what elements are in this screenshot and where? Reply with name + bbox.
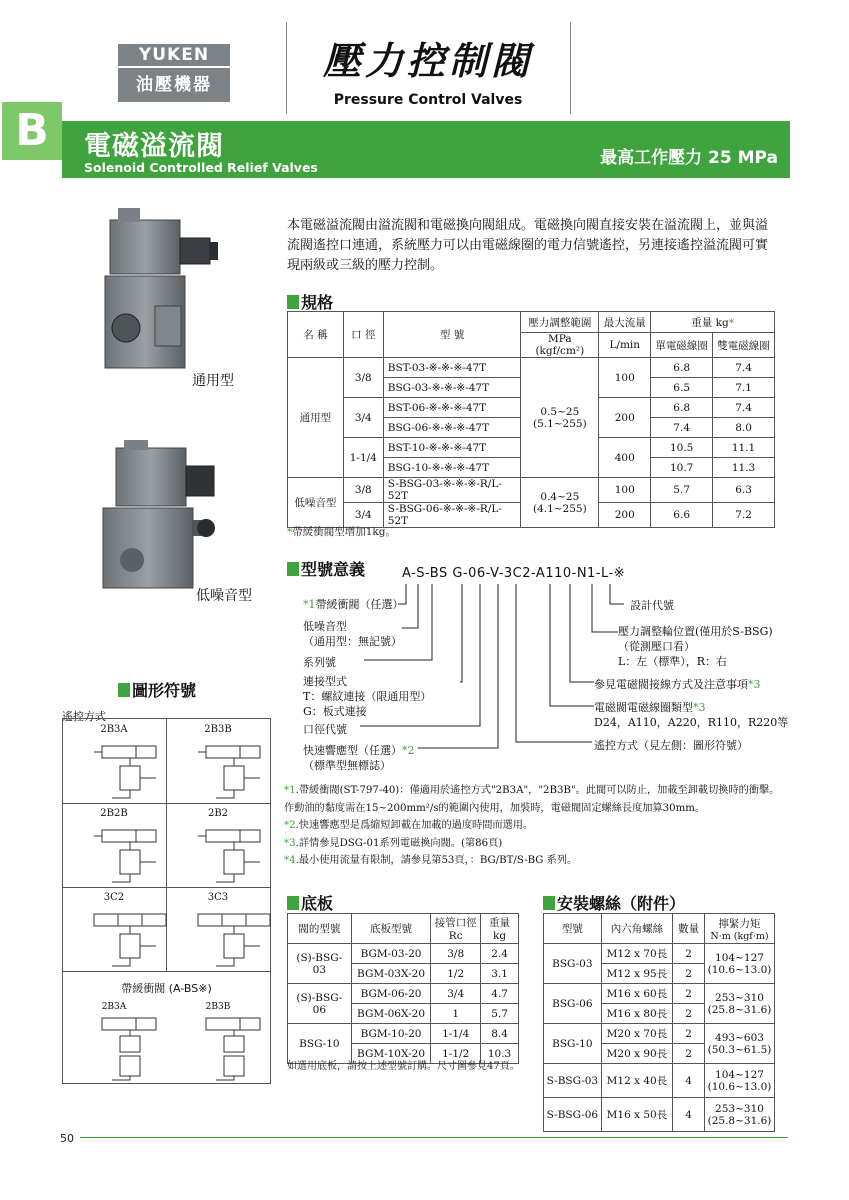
col-flow-bot: L/min	[599, 333, 651, 358]
label-design: 設計代號	[630, 599, 674, 612]
cell: 2	[673, 1044, 705, 1064]
table-row	[544, 1064, 775, 1098]
cell: BSG-10-※-※-※-47T	[383, 458, 521, 478]
product-title-en: Solenoid Controlled Relief Valves	[84, 160, 318, 175]
cell: 253~310 (25.8~31.6)	[704, 1098, 774, 1132]
cell: 11.1	[713, 438, 775, 458]
col-torque: 擰緊力矩 N·m (kgf·m)	[704, 914, 774, 944]
cell: BSG-03	[544, 944, 602, 984]
cell: 8.0	[713, 418, 775, 438]
cell: 6.3	[713, 478, 775, 503]
cell: 1-1/4	[343, 438, 383, 478]
cell: 5.7	[481, 1004, 519, 1024]
cell: BST-06-※-※-※-47T	[383, 398, 521, 418]
page-number: 50	[60, 1132, 80, 1145]
sym-label: 3C2	[103, 892, 125, 903]
col-flow-top: 最大流量	[599, 312, 651, 333]
col-model: 型 號	[383, 312, 521, 358]
col-model: 型號	[544, 914, 602, 944]
col-valve: 閥的型號	[288, 914, 352, 944]
cell: M12 x 95長	[601, 964, 673, 984]
label-series: 系列號	[303, 656, 336, 669]
label-coil: 電磁閥電磁線圈類型*3 D24，A110，A220，R110，R220等	[594, 701, 789, 729]
spec-heading: 規格	[287, 290, 333, 313]
label-quick: 快速響應型（任選）*2 （標準型無標誌）	[303, 744, 415, 772]
cell: BSG-03-※-※-※-47T	[383, 378, 521, 398]
symbols-heading: 圖形符號	[118, 678, 196, 701]
cell: BGM-10X-20	[351, 1044, 431, 1064]
cell: S-BSG-06-※-※-※-R/L-52T	[383, 503, 521, 528]
table-row	[288, 1024, 519, 1044]
symbols-subtitle: 遙控方式	[62, 710, 106, 723]
cell: 3/8	[431, 944, 481, 964]
photo-label-general: 通用型	[192, 373, 234, 389]
base-note: 如選用底板，請按上述型號訂購。尺寸圖參見47頁。	[287, 1061, 520, 1072]
cell: 100	[599, 478, 651, 503]
cell: 2.4	[481, 944, 519, 964]
group-low-noise: 低噪音型	[288, 478, 344, 528]
logo-text-top: YUKEN	[138, 45, 210, 65]
cell: M12 x 70長	[601, 944, 673, 964]
cell: 6.8	[651, 358, 713, 378]
footnote: *2.快速響應型是爲縮短卸載在加載的過度時間而選用。	[284, 820, 534, 831]
table-row	[288, 944, 519, 964]
col-pressure-top: 壓力調整範圍	[521, 312, 599, 333]
cell: (S)-BSG-03	[288, 944, 352, 984]
cell: M16 x 60長	[601, 984, 673, 1004]
col-name: 名 稱	[288, 312, 344, 358]
cell: (S)-BSG-06	[288, 984, 352, 1024]
spec-table	[287, 311, 775, 528]
cell: BGM-03-20	[351, 944, 431, 964]
cell: 1/2	[431, 964, 481, 984]
pressure-general: 0.5~25 (5.1~255)	[521, 358, 599, 478]
cell: BST-03-※-※-※-47T	[383, 358, 521, 378]
cell: S-BSG-06	[544, 1098, 602, 1132]
cell: M16 x 50長	[601, 1098, 673, 1132]
cell: 493~603 (50.3~61.5)	[704, 1024, 774, 1064]
cell: M12 x 40長	[601, 1064, 673, 1098]
valve-photo-general	[90, 208, 240, 378]
cell: 104~127 (10.6~13.0)	[704, 944, 774, 984]
hydraulic-symbols	[62, 718, 271, 1084]
cell: 100	[599, 358, 651, 398]
cell: 2	[673, 984, 705, 1004]
label-connection: 連接型式 T：螺紋連接（限通用型） G：板式連接	[303, 675, 432, 718]
spec-note: *帶緩衝閥型增加1kg。	[287, 526, 397, 538]
cell: 6.6	[651, 503, 713, 528]
footer-line	[60, 1137, 788, 1138]
cell: 253~310 (25.8~31.6)	[704, 984, 774, 1024]
cell: M16 x 80長	[601, 1004, 673, 1024]
sym-label: 2B2B	[100, 808, 128, 819]
sym-label: 2B3B	[204, 724, 232, 735]
screws-heading: 安裝螺絲（附件）	[543, 891, 685, 914]
base-heading: 底板	[287, 891, 333, 914]
cell: 3/4	[343, 503, 383, 528]
col-mass: 重量 kg*	[651, 312, 775, 333]
footnote: *1.帶緩衝閥(ST-797-40)：僅適用於遙控方式"2B3A"，"2B3B"。此閥可以防止，加載至卸載切換時的衝擊。作動油的黏度需在15~200mm²/s的範圍內使用，加裝時，電磁閥固定螺絲長度加算30mm。	[284, 785, 780, 814]
cell: 3/4	[431, 984, 481, 1004]
cell: 3.1	[481, 964, 519, 984]
product-title-zh: 電磁溢流閥	[84, 131, 224, 162]
cell: 1-1/2	[431, 1044, 481, 1064]
col-screw: 內六角螺絲	[601, 914, 673, 944]
model-code-leaders	[280, 580, 660, 760]
cell: 10.7	[651, 458, 713, 478]
model-code-heading: 型號意義	[287, 557, 365, 580]
label-wiring: 參見電磁閥接線方式及注意事項*3	[594, 678, 761, 691]
sym-label: 2B3A	[101, 1002, 127, 1012]
cell: 4	[673, 1098, 705, 1132]
cell: 8.4	[481, 1024, 519, 1044]
cell: BSG-06-※-※-※-47T	[383, 418, 521, 438]
col-pressure-bot: MPa (kgf/cm²)	[521, 333, 599, 358]
col-double: 雙電磁線圈	[713, 333, 775, 358]
intro-paragraph: 本電磁溢流閥由溢流閥和電磁換向閥組成。電磁換向閥直接安裝在溢流閥上，並與溢流閥遙控口連通，系統壓力可以由電磁線圈的電力信號遙控，另連接遙控溢流閥可實現兩級或三級的壓力控制。	[287, 218, 769, 273]
cell: 2	[673, 1024, 705, 1044]
screws-table	[543, 913, 775, 1132]
cell: 11.3	[713, 458, 775, 478]
pressure-low-noise: 0.4~25 (4.1~255)	[521, 478, 599, 528]
table-row	[544, 1024, 775, 1044]
col-qty: 數量	[673, 914, 705, 944]
section-tab: B	[2, 102, 62, 160]
cell: 10.3	[481, 1044, 519, 1064]
cell: 2	[673, 944, 705, 964]
sym-label: 2B2	[207, 808, 229, 819]
cell: BGM-10-20	[351, 1024, 431, 1044]
table-row	[544, 984, 775, 1004]
logo-divider	[118, 66, 230, 68]
cell: 7.4	[713, 358, 775, 378]
table-row	[288, 984, 519, 1004]
cell: 1	[431, 1004, 481, 1024]
cell: BGM-06-20	[351, 984, 431, 1004]
cell: 7.1	[713, 378, 775, 398]
cell: 4.7	[481, 984, 519, 1004]
cell: BSG-10	[544, 1024, 602, 1064]
cell: 2	[673, 964, 705, 984]
cell: M20 x 70長	[601, 1024, 673, 1044]
label-low-noise: 低噪音型 （通用型：無記號）	[303, 620, 402, 648]
label-size: 口徑代號	[303, 723, 347, 736]
model-code-string: A-S-BS G-06-V-3C2-A110-N1-L-※	[402, 566, 626, 581]
sym-label: 2B3A	[100, 724, 128, 735]
cell: BSG-06	[544, 984, 602, 1024]
col-single: 單電磁線圈	[651, 333, 713, 358]
group-general: 通用型	[288, 358, 344, 478]
cell: BSG-10	[288, 1024, 352, 1064]
table-row	[288, 478, 775, 503]
cell: 4	[673, 1064, 705, 1098]
table-row	[544, 1098, 775, 1132]
cell: BST-10-※-※-※-47T	[383, 438, 521, 458]
cell: M20 x 90長	[601, 1044, 673, 1064]
cell: 7.4	[713, 398, 775, 418]
cell: BGM-03X-20	[351, 964, 431, 984]
cell: 3/8	[343, 358, 383, 398]
cell: 10.5	[651, 438, 713, 458]
sym-label: 2B3B	[205, 1002, 231, 1012]
label-remote: 遙控方式（見左側：圖形符號）	[594, 739, 748, 752]
valve-photo-low-noise	[88, 440, 238, 600]
cell: S-BSG-03-※-※-※-R/L-52T	[383, 478, 521, 503]
cell: 1-1/4	[431, 1024, 481, 1044]
cell: 7.2	[713, 503, 775, 528]
cell: 3/8	[343, 478, 383, 503]
page-title-zh: 壓力控制閥	[322, 39, 533, 83]
col-port: 口 徑	[343, 312, 383, 358]
cell: 104~127 (10.6~13.0)	[704, 1064, 774, 1098]
page-title-en: Pressure Control Valves	[333, 92, 523, 108]
max-pressure: 最高工作壓力 25 MPa	[600, 148, 778, 168]
cell: 6.5	[651, 378, 713, 398]
cell: 3/4	[343, 398, 383, 438]
cell: 400	[599, 438, 651, 478]
cushion-symbol-title: 帶緩衝閥 (A-BS※)	[121, 982, 212, 995]
footnote: *3.詳情參見DSG-01系列電磁換向閥。(第86頁)	[284, 837, 503, 849]
header-divider-right	[570, 22, 571, 114]
logo-text-bottom: 油壓機器	[136, 75, 212, 95]
table-row	[288, 358, 775, 378]
col-port: 接管口徑 Rc	[431, 914, 481, 944]
table-row	[544, 944, 775, 964]
cell: 200	[599, 398, 651, 438]
cell: S-BSG-03	[544, 1064, 602, 1098]
footnote: *4.最小使用流量有限制，請參見第53頁，：BG/BT/S-BG 系列。	[284, 855, 578, 866]
cell: 2	[673, 1004, 705, 1024]
label-cushion: *1帶緩衝閥（任選）	[303, 598, 404, 611]
cell: 7.4	[651, 418, 713, 438]
header-divider-left	[286, 22, 287, 114]
cell: 200	[599, 503, 651, 528]
base-table	[287, 913, 519, 1064]
cell: 5.7	[651, 478, 713, 503]
col-plate: 底板型號	[351, 914, 431, 944]
cell: 6.8	[651, 398, 713, 418]
photo-label-low-noise: 低噪音型	[196, 588, 252, 604]
col-mass: 重量 kg	[481, 914, 519, 944]
cell: BGM-06X-20	[351, 1004, 431, 1024]
footnotes	[284, 782, 784, 870]
label-adjust: 壓力調整輪位置(僅用於S-BSG) （從測壓口看） L：左（標準），R：右	[618, 625, 773, 668]
sym-label: 3C3	[207, 892, 229, 903]
